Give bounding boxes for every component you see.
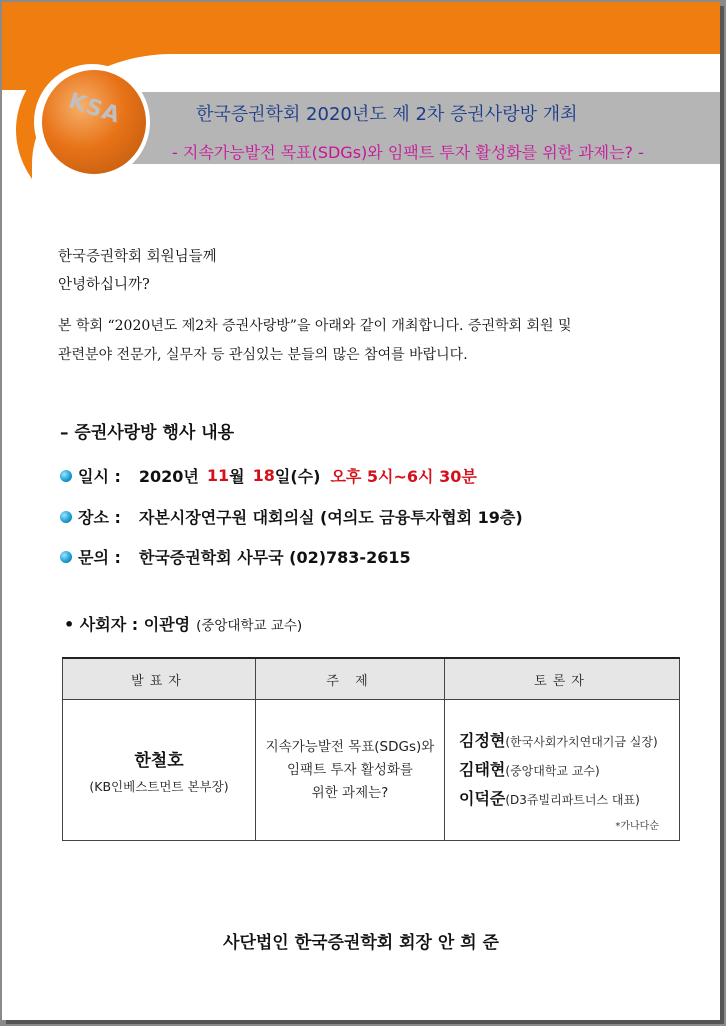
- place-label: 장소 :: [78, 508, 121, 527]
- date-day-number: 18: [252, 466, 275, 485]
- discussant-3-affiliation: (D3쥬빌리파트너스 대표): [505, 792, 640, 807]
- discussant-1-affiliation: (한국사회가치연대기금 실장): [505, 734, 658, 749]
- discussant-3: [459, 785, 678, 814]
- date-month-number: 11: [206, 466, 230, 485]
- discussant-1: [459, 727, 678, 756]
- topic-line-3: 위한 과제는?: [311, 784, 389, 801]
- topic-cell: [256, 700, 445, 841]
- discussant-2-affiliation: (중앙대학교 교수): [505, 763, 600, 778]
- section-title: – 증권사랑방 행사 내용: [60, 423, 235, 443]
- header-presenter: 발표자: [63, 658, 256, 700]
- detail-contact-row: [60, 545, 411, 568]
- logo-text: KSA: [65, 88, 124, 129]
- signature-line: 사단법인 한국증권학회 회장 안 희 준: [223, 933, 499, 953]
- date-month-unit: 월: [229, 467, 245, 486]
- discussants-cell: [445, 700, 680, 841]
- bullet-icon: [60, 470, 72, 482]
- date-time: 오후 5시~6시 30분: [330, 467, 477, 486]
- table-row: [63, 700, 680, 841]
- presenter-name: 한철호: [134, 750, 184, 771]
- page-title: 한국증권학회 2020년도 제 2차 증권사랑방 개최: [196, 104, 578, 125]
- discussant-3-name: 이덕준: [459, 788, 506, 808]
- table-header-row: [63, 658, 680, 700]
- ksa-logo: [42, 70, 146, 174]
- greeting-line-2: 안녕하십니까?: [58, 277, 150, 293]
- greeting-line-1: 한국증권학회 회원님들께: [58, 249, 217, 265]
- place-value: 자본시장연구원 대회의실 (여의도 금융투자협회 19층): [138, 508, 523, 527]
- program-table: [62, 657, 680, 841]
- bullet-icon: [60, 551, 72, 563]
- topic-line-1: 지속가능발전 목표(SDGs)와: [265, 738, 435, 755]
- moderator-row: [64, 612, 302, 635]
- intro-paragraph-line-1: 본 학회 “2020년도 제2차 증권사랑방”을 아래와 같이 개최합니다. 증권학회 회원 및: [58, 318, 572, 334]
- header-topic: 주 제: [256, 658, 445, 700]
- discussant-2-name: 김태현: [459, 759, 506, 779]
- header-discussants: 토론자: [445, 658, 680, 700]
- contact-value: 한국증권학회 사무국 (02)783-2615: [138, 548, 411, 567]
- document-page: [2, 2, 720, 1020]
- discussant-1-name: 김정현: [459, 730, 506, 750]
- presenter-affiliation: (KB인베스트먼트 본부장): [89, 778, 229, 794]
- discussant-2: [459, 756, 678, 785]
- date-label: 일시 :: [78, 467, 121, 486]
- detail-date-row: [60, 464, 477, 487]
- moderator-affiliation: (중앙대학교 교수): [196, 617, 303, 634]
- date-day-rest: 일(수): [274, 467, 321, 486]
- presenter-cell: [63, 700, 256, 841]
- moderator-label: • 사회자 : 이관영: [64, 615, 191, 634]
- date-year: 2020년: [138, 467, 199, 486]
- detail-place-row: [60, 505, 523, 528]
- topic-line-2: 임팩트 투자 활성화를: [287, 761, 413, 778]
- page-subtitle: - 지속가능발전 목표(SDGs)와 임팩트 투자 활성화를 위한 과제는? -: [172, 143, 644, 162]
- alphabetical-note: *가나다순: [615, 821, 659, 832]
- bullet-icon: [60, 511, 72, 523]
- contact-label: 문의 :: [78, 548, 121, 567]
- intro-paragraph-line-2: 관련분야 전문가, 실무자 등 관심있는 분들의 많은 참여를 바랍니다.: [58, 347, 468, 363]
